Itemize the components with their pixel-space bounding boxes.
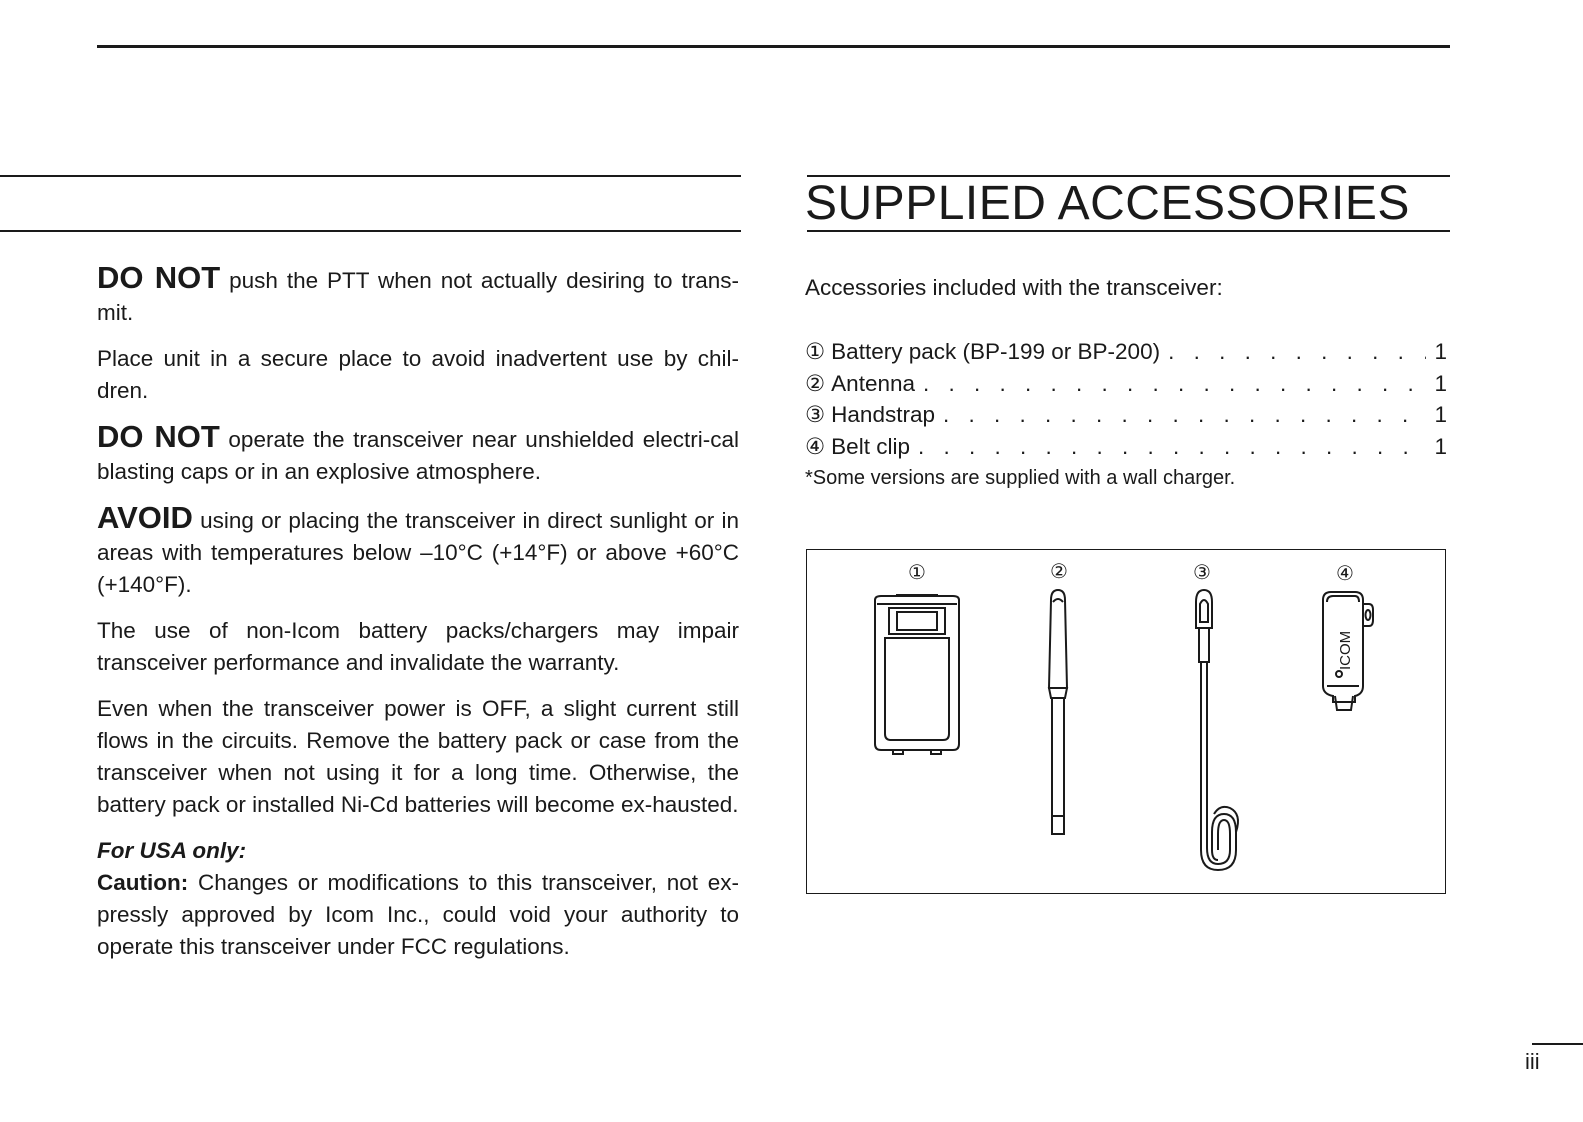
section-title: SUPPLIED ACCESSORIES (805, 177, 1410, 230)
accessories-intro: Accessories included with the transceiver: (805, 275, 1223, 300)
precaution-temperature (97, 502, 739, 601)
item-quantity: 1 (1434, 370, 1447, 396)
top-rule (97, 45, 1450, 48)
precaution-ptt (97, 262, 739, 329)
antenna-illustration (1043, 588, 1073, 838)
item-label: Antenna (831, 370, 915, 396)
precaution-lead: DO NOT (97, 260, 221, 295)
list-item (805, 368, 1447, 400)
left-header-rule-top (0, 175, 741, 177)
handstrap-illustration (1182, 588, 1262, 878)
precaution-text: Even when the transceiver power is OFF, a slight current still flows in the circuits. Remove the battery pack or case from the transceiver when not using it for a long time. Otherwise, the battery pack or installed Ni-Cd batteries will become ex-hausted. (97, 696, 739, 817)
battery-pack-illustration (867, 594, 967, 756)
item-number: ① (805, 339, 826, 364)
precautions-column (97, 262, 739, 977)
page-number: iii (1525, 1049, 1540, 1074)
precaution-text: push the PTT when not actually desiring to trans-mit. (97, 268, 739, 325)
precaution-children (97, 343, 739, 407)
item-label: Belt clip (831, 433, 910, 459)
wall-charger-footnote: *Some versions are supplied with a wall charger. (805, 467, 1236, 489)
accessories-list (805, 336, 1447, 462)
precaution-text: The use of non-Icom battery packs/chargers may impair transceiver performance and invalidate the warranty. (97, 618, 739, 675)
left-header-rule-bottom (0, 230, 741, 232)
item-quantity: 1 (1434, 339, 1447, 364)
list-item (805, 336, 1447, 368)
figure-label-belt-clip: ④ (1336, 563, 1354, 585)
precaution-blasting-caps (97, 421, 739, 488)
accessories-figure (806, 549, 1446, 894)
dot-leader (918, 431, 1427, 463)
item-quantity: 1 (1434, 433, 1447, 459)
figure-label-antenna: ② (1050, 561, 1068, 583)
icom-logo: ICOM (1337, 630, 1354, 670)
caution-label: Caution: (97, 870, 189, 895)
precaution-lead: AVOID (97, 500, 193, 535)
precaution-text: using or placing the transceiver in direct sunlight or in areas with temperatures below –10°C (+14°F) or above +60°C (+140°F). (97, 508, 739, 597)
dot-leader (923, 368, 1426, 400)
precaution-text: operate the transceiver near unshielded electri-cal blasting caps or in an explosive atmosphere. (97, 427, 739, 484)
item-number: ④ (805, 433, 826, 459)
usa-only-heading: For USA only: (97, 838, 247, 863)
precaution-lead: DO NOT (97, 419, 220, 454)
precaution-non-icom (97, 615, 739, 679)
precaution-text: Place unit in a secure place to avoid inadvertent use by chil-dren. (97, 346, 739, 403)
caution-text: Changes or modifications to this transceiver, not ex-pressly approved by Icom Inc., could void your authority to operate this transceiver under FCC regulations. (97, 870, 739, 959)
list-item (805, 399, 1447, 431)
belt-clip-illustration (1315, 590, 1375, 714)
dot-leader (1168, 336, 1426, 368)
dot-leader (943, 399, 1427, 431)
list-item (805, 431, 1447, 463)
item-label: Battery pack (BP-199 or BP-200) (831, 339, 1161, 364)
precaution-power-off (97, 693, 739, 821)
item-number: ② (805, 370, 826, 396)
figure-label-battery: ① (908, 562, 926, 584)
item-label: Handstrap (831, 402, 935, 427)
item-number: ③ (805, 402, 826, 427)
figure-label-handstrap: ③ (1193, 562, 1211, 584)
item-quantity: 1 (1434, 402, 1447, 427)
fcc-caution (97, 867, 739, 963)
page-number-rule (1532, 1043, 1583, 1045)
